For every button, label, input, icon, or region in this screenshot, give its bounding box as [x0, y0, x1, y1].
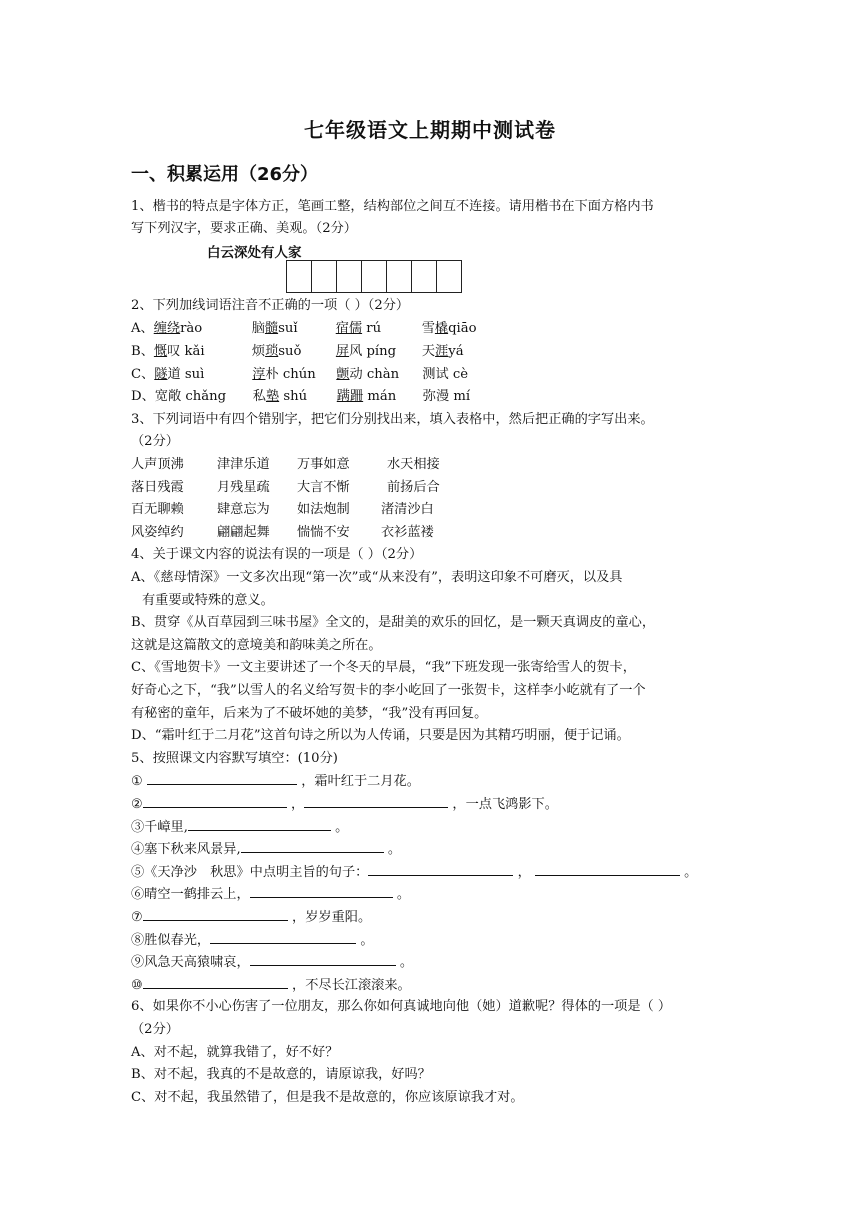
- grid-cell[interactable]: [361, 260, 387, 293]
- q4-stem: 4、关于课文内容的说法有误的一项是（ ）（2分）: [131, 547, 423, 562]
- q2-stem: 2、下列加线词语注音不正确的一项（ ）（2分）: [131, 298, 410, 313]
- q6-option-b: B、对不起，我真的不是故意的，请原谅我，好吗？: [131, 1067, 431, 1082]
- q2-option-a: A、缠绕rào 脑髓suǐ 宿儒 rú 雪橇qiāo: [131, 321, 477, 336]
- answer-blank[interactable]: [535, 861, 680, 876]
- page-title: 七年级语文上期期中测试卷: [304, 118, 556, 142]
- q5-item-5: ⑤《天净沙 秋思》中点明主旨的句子： ， 。: [131, 861, 697, 884]
- q1-line1: 1、楷书的特点是字体方正，笔画工整，结构部位之间互不连接。请用楷书在下面方格内书: [131, 199, 654, 214]
- writing-grid[interactable]: [286, 260, 462, 293]
- grid-cell[interactable]: [436, 260, 462, 293]
- grid-cell[interactable]: [411, 260, 437, 293]
- q5-item-9: ⑨风急天高猿啸哀， 。: [131, 951, 413, 974]
- q5-item-8: ⑧胜似春光， 。: [131, 929, 374, 952]
- answer-blank[interactable]: [210, 929, 356, 944]
- answer-blank[interactable]: [147, 770, 297, 785]
- q3-line1: 3、下列词语中有四个错别字，把它们分别找出来，填入表格中，然后把正确的字写出来。: [131, 412, 654, 427]
- grid-cell[interactable]: [286, 260, 312, 293]
- q2-option-c: C、隧道 suì 淳朴 chún 颤动 chàn 测试 cè: [131, 367, 469, 382]
- answer-blank[interactable]: [368, 861, 513, 876]
- answer-blank[interactable]: [143, 974, 288, 989]
- grid-cell[interactable]: [336, 260, 362, 293]
- grid-cell[interactable]: [311, 260, 337, 293]
- answer-blank[interactable]: [143, 793, 287, 808]
- q4-option-b-cont: 这就是这篇散文的意境美和韵味美之所在。: [131, 638, 382, 653]
- q5-item-6: ⑥晴空一鹤排云上， 。: [131, 883, 410, 906]
- q4-option-a: A、《慈母情深》一文多次出现“第一次”或“从来没有”，表明这印象不可磨灭，以及具: [131, 570, 623, 585]
- q5-item-10: ⑩ ，不尽长江滚滚来。: [131, 974, 411, 997]
- q5-item-2: ② ， ，一点飞鸿影下。: [131, 793, 558, 816]
- answer-blank[interactable]: [188, 816, 331, 831]
- answer-blank[interactable]: [250, 951, 396, 966]
- q3-word-row: 百无聊赖 肆意忘为 如法炮制 渚清沙白: [131, 502, 434, 517]
- q4-option-a-cont: 有重要或特殊的意义。: [142, 593, 274, 608]
- q6-option-c: C、对不起，我虽然错了，但是我不是故意的，你应该原谅我才对。: [131, 1090, 524, 1105]
- q5-item-3: ③千嶂里, 。: [131, 816, 348, 839]
- answer-blank[interactable]: [250, 883, 393, 898]
- q1-line2: 写下列汉字，要求正确、美观。（2分）: [131, 221, 357, 236]
- answer-blank[interactable]: [143, 906, 288, 921]
- q3-word-row: 落日残霞 月残星疏 大言不惭 前扬后合: [131, 480, 440, 495]
- q5-stem: 5、按照课文内容默写填空：(10分): [131, 751, 338, 766]
- q5-item-1: ① ，霜叶红于二月花。: [131, 770, 420, 793]
- q3-word-row: 风姿绰约 翩翩起舞 惴惴不安 衣衫蓝褛: [131, 525, 434, 540]
- q4-option-c: C、《雪地贺卡》一文主要讲述了一个冬天的早晨，“我”下班发现一张寄给雪人的贺卡，: [131, 660, 636, 675]
- q4-option-d: D、“霜叶红于二月花”这首句诗之所以为人传诵，只要是因为其精巧明丽，便于记诵。: [131, 728, 630, 743]
- q5-item-7: ⑦ ，岁岁重阳。: [131, 906, 371, 929]
- q5-item-4: ④塞下秋来风景异, 。: [131, 838, 401, 861]
- q4-option-c-cont: 好奇心之下，“我”以雪人的名义给写贺卡的李小屹回了一张贺卡，这样李小屹就有了一个: [131, 683, 646, 698]
- answer-blank[interactable]: [241, 838, 384, 853]
- q6-option-a: A、对不起，就算我错了，好不好？: [131, 1045, 339, 1060]
- q2-option-d: D、宽敞 chǎng 私塾 shú 蹒跚 mán 弥漫 mí: [131, 389, 471, 404]
- q1-phrase: 白云深处有人家: [207, 245, 302, 261]
- q4-option-b: B、贯穿《从百草园到三味书屋》全文的，是甜美的欢乐的回忆，是一颗天真调皮的童心，: [131, 615, 655, 630]
- grid-cell[interactable]: [386, 260, 412, 293]
- q3-word-row: 人声顶沸 津津乐道 万事如意 水天相接: [131, 457, 440, 472]
- q2-option-b: B、慨叹 kǎi 烦琐suǒ 屏风 píng 天涯yá: [131, 344, 464, 359]
- q4-option-c-cont: 有秘密的童年，后来为了不破坏她的美梦，“我”没有再回复。: [131, 706, 488, 721]
- answer-blank[interactable]: [304, 793, 448, 808]
- q6-stem: 6、如果你不小心伤害了一位朋友，那么你如何真诚地向他（她）道歉呢？得体的一项是（ ）: [131, 999, 672, 1014]
- q6-stem-cont: （2分）: [131, 1022, 179, 1037]
- q3-line2: （2分）: [131, 434, 179, 449]
- section-heading: 一、积累运用（26分）: [131, 164, 319, 185]
